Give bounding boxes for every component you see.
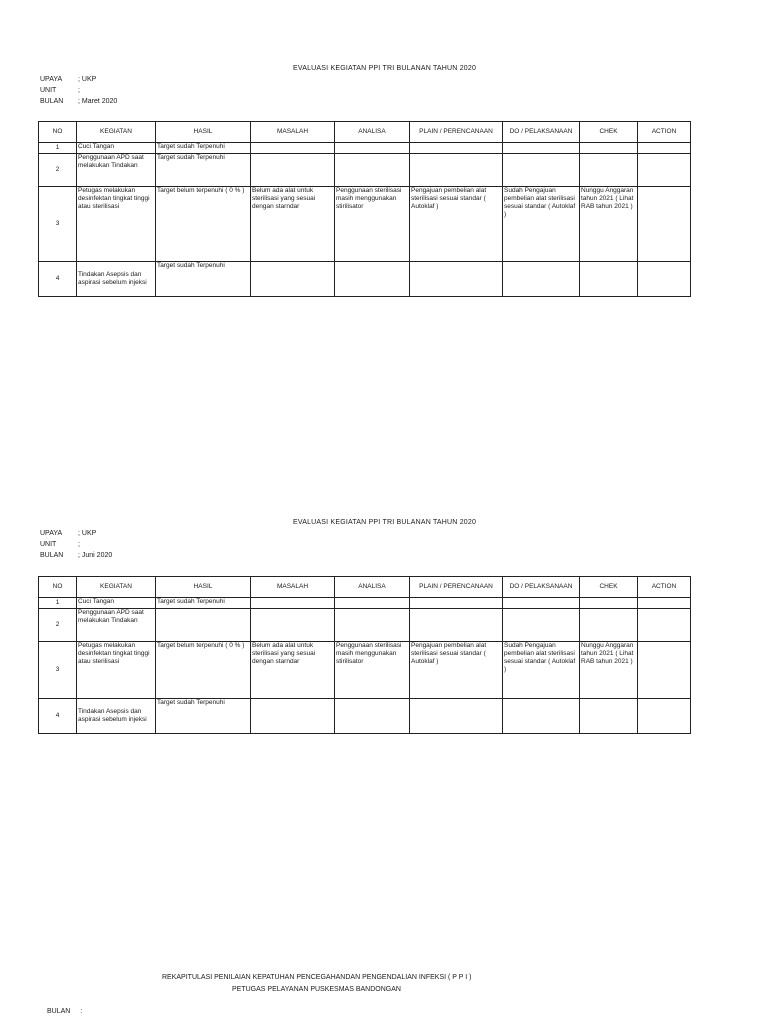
table-row xyxy=(39,699,691,734)
col-plan-header: PLAIN / PERENCANAAN xyxy=(410,577,503,598)
cell-chek xyxy=(580,699,638,734)
col-hasil-header: HASIL xyxy=(156,122,251,143)
cell-action xyxy=(638,187,691,262)
bulan-label: BULAN xyxy=(40,552,64,559)
upaya-value: ; UKP xyxy=(78,530,97,537)
cell-plan xyxy=(410,143,503,154)
cell-kegiatan: Cuci Tangan xyxy=(77,598,156,609)
unit-label: UNIT xyxy=(40,87,57,94)
cell-plan xyxy=(410,609,503,642)
cell-do: Sudah Pengajuan pembelian alat sterilisasi sesuai standar ( Autoklaf ) xyxy=(503,187,580,262)
cell-kegiatan: Petugas melakukan desinfektan tingkat tinggi atau sterilisasi xyxy=(77,642,156,699)
cell-do xyxy=(503,699,580,734)
evaluation-table-1 xyxy=(38,121,691,297)
cell-analisa xyxy=(335,598,410,609)
cell-analisa: Penggunaan sterilisasi masih menggunakan stirilisator xyxy=(335,642,410,699)
cell-do xyxy=(503,598,580,609)
upaya-value: ; UKP xyxy=(78,76,97,83)
cell-chek xyxy=(580,143,638,154)
cell-analisa xyxy=(335,609,410,642)
cell-hasil: Target sudah Terpenuhi xyxy=(156,598,251,609)
table-header-row xyxy=(39,122,691,143)
col-analisa-header: ANALISA xyxy=(335,122,410,143)
unit-row xyxy=(40,539,112,550)
bulan-row xyxy=(40,96,117,107)
bulan-label: BULAN xyxy=(40,98,64,105)
cell-no: 4 xyxy=(39,262,77,297)
cell-masalah: Belum ada alat untuk sterilisasi yang sesuai dengan starndar xyxy=(251,187,335,262)
col-no-header: NO xyxy=(39,577,77,598)
bulan-value: ; Maret 2020 xyxy=(78,98,118,105)
section-1-title: EVALUASI KEGIATAN PPI TRI BULANAN TAHUN 2020 xyxy=(293,65,477,72)
cell-kegiatan: Penggunaan APD saat melakukan Tindakan xyxy=(77,609,156,642)
cell-kegiatan: Penggunaan APD saat melakukan Tindakan xyxy=(77,154,156,187)
table-row xyxy=(39,642,691,699)
cell-no: 4 xyxy=(39,699,77,734)
table-row xyxy=(39,598,691,609)
cell-plan xyxy=(410,262,503,297)
col-kegiatan-header: KEGIATAN xyxy=(77,577,156,598)
table-row xyxy=(39,187,691,262)
cell-hasil: Target sudah Terpenuhi xyxy=(156,699,251,734)
cell-hasil: Target sudah Terpenuhi xyxy=(156,154,251,187)
col-plan-header: PLAIN / PERENCANAAN xyxy=(410,122,503,143)
cell-analisa: Penggunaan sterilisasi masih menggunakan stirilisator xyxy=(335,187,410,262)
cell-plan xyxy=(410,154,503,187)
col-action-header: ACTION xyxy=(638,577,691,598)
cell-masalah xyxy=(251,598,335,609)
cell-masalah xyxy=(251,262,335,297)
col-no-header: NO xyxy=(39,122,77,143)
table-row xyxy=(39,154,691,187)
col-kegiatan-header: KEGIATAN xyxy=(77,122,156,143)
cell-chek xyxy=(580,598,638,609)
cell-plan: Pengajuan pembelian alat sterilisasi sesuai standar ( Autoklaf ) xyxy=(410,642,503,699)
upaya-row xyxy=(40,528,112,539)
cell-hasil xyxy=(156,609,251,642)
cell-masalah xyxy=(251,154,335,187)
cell-no: 1 xyxy=(39,598,77,609)
table-row xyxy=(39,609,691,642)
cell-masalah: Belum ada alat untuk sterilisasi yang sesuai dengan starndar xyxy=(251,642,335,699)
footer-subtitle: PETUGAS PELAYANAN PUSKESMAS BANDONGAN xyxy=(232,986,401,993)
unit-value: ; xyxy=(78,87,80,94)
cell-analisa xyxy=(335,143,410,154)
cell-chek: Nunggu Anggaran tahun 2021 ( Lihat RAB tahun 2021 ) xyxy=(580,642,638,699)
cell-action xyxy=(638,642,691,699)
cell-hasil: Target sudah Terpenuhi xyxy=(156,143,251,154)
cell-do xyxy=(503,154,580,187)
col-masalah-header: MASALAH xyxy=(251,577,335,598)
section-2-meta xyxy=(40,528,112,561)
cell-action xyxy=(638,262,691,297)
cell-action xyxy=(638,598,691,609)
cell-chek xyxy=(580,154,638,187)
cell-analisa xyxy=(335,699,410,734)
table-row xyxy=(39,143,691,154)
cell-chek: Nunggu Anggaran tahun 2021 ( Lihat RAB tahun 2021 ) xyxy=(580,187,638,262)
cell-kegiatan: Tindakan Asepsis dan aspirasi sebelum injeksi xyxy=(77,699,156,734)
cell-masalah xyxy=(251,143,335,154)
cell-no: 3 xyxy=(39,187,77,262)
cell-action xyxy=(638,154,691,187)
unit-row xyxy=(40,85,117,96)
cell-analisa xyxy=(335,262,410,297)
unit-value: ; xyxy=(78,541,80,548)
footer-bulan-label: BULAN xyxy=(47,1008,71,1015)
footer-bulan xyxy=(47,1008,82,1015)
col-chek-header: CHEK xyxy=(580,577,638,598)
bulan-value: ; Juni 2020 xyxy=(78,552,113,559)
cell-hasil: Target belum terpenuhi ( 0 % ) xyxy=(156,187,251,262)
cell-no: 2 xyxy=(39,154,77,187)
cell-no: 1 xyxy=(39,143,77,154)
table-row xyxy=(39,262,691,297)
evaluation-table-2 xyxy=(38,576,691,734)
cell-no: 3 xyxy=(39,642,77,699)
col-analisa-header: ANALISA xyxy=(335,577,410,598)
footer-title: REKAPITULASI PENILAIAN KEPATUHAN PENCEGAHANDAN PENGENDALIAN INFEKSI ( P P I ) xyxy=(162,974,472,981)
cell-kegiatan: Petugas melakukan desinfektan tingkat tinggi atau sterilisasi xyxy=(77,187,156,262)
cell-masalah xyxy=(251,699,335,734)
cell-do xyxy=(503,143,580,154)
section-1-meta xyxy=(40,74,117,107)
table-header-row xyxy=(39,577,691,598)
col-chek-header: CHEK xyxy=(580,122,638,143)
unit-label: UNIT xyxy=(40,541,57,548)
cell-do xyxy=(503,262,580,297)
cell-hasil: Target sudah Terpenuhi xyxy=(156,262,251,297)
col-hasil-header: HASIL xyxy=(156,577,251,598)
col-action-header: ACTION xyxy=(638,122,691,143)
cell-masalah xyxy=(251,609,335,642)
cell-chek xyxy=(580,262,638,297)
section-2-title: EVALUASI KEGIATAN PPI TRI BULANAN TAHUN 2020 xyxy=(293,519,477,526)
cell-plan: Pengajuan pembelian alat sterilisasi sesuai standar ( Autoklaf ) xyxy=(410,187,503,262)
cell-action xyxy=(638,609,691,642)
col-masalah-header: MASALAH xyxy=(251,122,335,143)
cell-analisa xyxy=(335,154,410,187)
cell-action xyxy=(638,143,691,154)
upaya-label: UPAYA xyxy=(40,76,63,83)
cell-plan xyxy=(410,598,503,609)
upaya-label: UPAYA xyxy=(40,530,63,537)
cell-action xyxy=(638,699,691,734)
cell-kegiatan: Tindakan Asepsis dan aspirasi sebelum injeksi xyxy=(77,262,156,297)
cell-do xyxy=(503,609,580,642)
cell-hasil: Target belum terpenuhi ( 0 % ) xyxy=(156,642,251,699)
cell-no: 2 xyxy=(39,609,77,642)
col-do-header: DO / PELAKSANAAN xyxy=(503,577,580,598)
footer-bulan-value: : xyxy=(80,1008,83,1015)
cell-do: Sudah Pengajuan pembelian alat sterilisasi sesuai standar ( Autoklaf ) xyxy=(503,642,580,699)
upaya-row xyxy=(40,74,117,85)
cell-kegiatan: Cuci Tangan xyxy=(77,143,156,154)
cell-plan xyxy=(410,699,503,734)
bulan-row xyxy=(40,550,112,561)
cell-chek xyxy=(580,609,638,642)
col-do-header: DO / PELAKSANAAN xyxy=(503,122,580,143)
